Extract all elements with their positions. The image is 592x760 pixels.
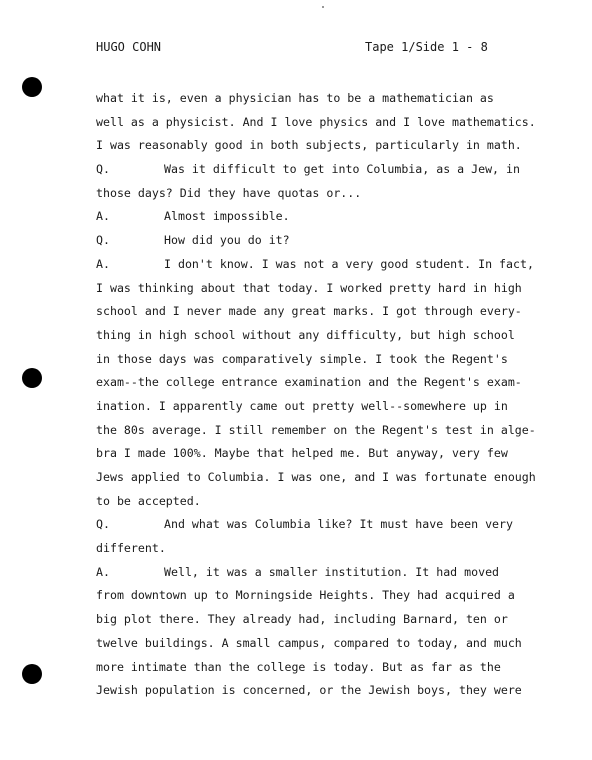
line-text: Well, it was a smaller institution. It had moved [164, 564, 500, 579]
line-text: Was it difficult to get into Columbia, as a Jew, in [164, 162, 520, 177]
transcript-line [96, 371, 556, 395]
line-text: I was thinking about that today. I worked pretty hard in high [96, 280, 522, 295]
punch-hole-icon [22, 368, 42, 388]
transcript-line [96, 348, 556, 372]
transcript-line [96, 87, 556, 111]
transcript-line [96, 608, 556, 632]
line-text: Almost impossible. [164, 209, 290, 224]
line-text: exam--the college entrance examination and the Regent's exam- [96, 375, 522, 390]
line-text: in those days was comparatively simple. I took the Regent's [96, 351, 508, 366]
transcript-line [96, 205, 556, 229]
line-text: I don't know. I was not a very good student. In fact, [164, 256, 534, 271]
transcript-line [96, 134, 556, 158]
transcript-line [96, 466, 556, 490]
speaker-label: A. [96, 564, 110, 579]
line-text: the 80s average. I still remember on the Regent's test in alge- [96, 422, 536, 437]
transcript-line [96, 419, 556, 443]
punch-hole-icon [22, 77, 42, 97]
speaker-label: A. [96, 209, 110, 224]
transcript-line [96, 561, 556, 585]
header-interviewee-name: HUGO COHN [96, 40, 162, 54]
line-text: bra I made 100%. Maybe that helped me. But anyway, very few [96, 446, 508, 461]
transcript-line [96, 679, 556, 703]
transcript-line [96, 182, 556, 206]
line-text: from downtown up to Morningside Heights. They had acquired a [96, 588, 515, 603]
line-text: And what was Columbia like? It must have been very [164, 517, 514, 532]
transcript-line [96, 158, 556, 182]
line-text: ination. I apparently came out pretty well--somewhere up in [96, 398, 508, 413]
line-text: twelve buildings. A small campus, compared to today, and much [96, 635, 522, 650]
transcript-body [96, 87, 556, 703]
transcript-line [96, 442, 556, 466]
transcript-line [96, 324, 556, 348]
transcript-line [96, 395, 556, 419]
transcript-line [96, 111, 556, 135]
line-text: big plot there. They already had, including Barnard, ten or [96, 612, 508, 627]
line-text: well as a physicist. And I love physics and I love mathematics. [96, 114, 536, 129]
paper-speck [322, 6, 324, 8]
line-text: more intimate than the college is today. But as far as the [96, 659, 501, 674]
speaker-label: Q. [96, 162, 110, 177]
line-text: school and I never made any great marks. I got through every- [96, 304, 522, 319]
transcript-line [96, 584, 556, 608]
transcript-line [96, 490, 556, 514]
line-text: thing in high school without any difficulty, but high school [96, 327, 515, 342]
transcript-line [96, 632, 556, 656]
punch-hole-icon [22, 664, 42, 684]
line-text: Jewish population is concerned, or the Jewish boys, they were [96, 683, 522, 698]
transcript-line [96, 537, 556, 561]
line-text: different. [96, 541, 166, 556]
line-text: I was reasonably good in both subjects, particularly in math. [96, 138, 522, 153]
line-text: what it is, even a physician has to be a mathematician as [96, 91, 494, 105]
line-text: Jews applied to Columbia. I was one, and I was fortunate enough [96, 470, 536, 484]
transcript-line [96, 253, 556, 277]
speaker-label: Q. [96, 517, 110, 532]
transcript-line [96, 300, 556, 324]
line-text: How did you do it? [164, 233, 290, 248]
transcript-line [96, 513, 556, 537]
speaker-label: Q. [96, 233, 110, 248]
line-text: those days? Did they have quotas or... [96, 185, 362, 200]
transcript-line [96, 277, 556, 301]
transcript-line [96, 656, 556, 680]
header-tape-page: Tape 1/Side 1 - 8 [365, 40, 488, 54]
line-text: to be accepted. [96, 493, 201, 508]
transcript-line [96, 229, 556, 253]
speaker-label: A. [96, 256, 110, 271]
